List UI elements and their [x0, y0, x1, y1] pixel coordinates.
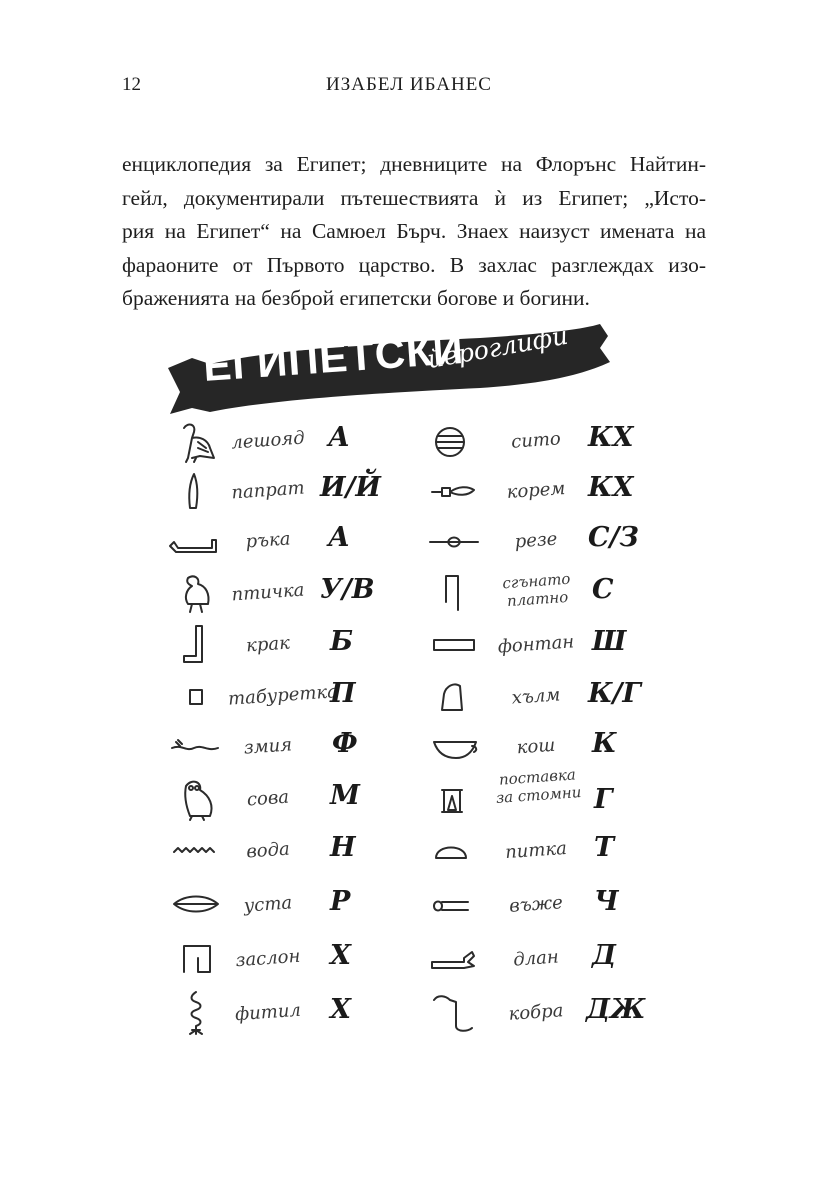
letter-label: Х [330, 940, 351, 971]
word-label: кобра [507, 1000, 565, 1025]
hieroglyph-table [160, 410, 660, 1050]
hieroglyph-row [160, 828, 400, 878]
word-label: резе [513, 528, 559, 553]
hieroglyph-row [428, 518, 660, 568]
cobra-icon [428, 990, 482, 1036]
foot-icon [170, 622, 224, 668]
letter-label: Р [330, 886, 351, 917]
letter-label: ДЖ [586, 994, 646, 1025]
letter-label: Т [594, 832, 615, 863]
letter-label: Ш [592, 626, 627, 657]
pool-icon [428, 622, 482, 668]
running-title: ИЗАБЕЛ ИБАНЕС [326, 74, 492, 95]
placenta-icon [428, 418, 482, 464]
bolt-icon [428, 518, 482, 564]
hieroglyph-row [160, 468, 400, 518]
hieroglyph-row [428, 936, 660, 986]
letter-label: А [328, 422, 350, 453]
arm-icon [166, 518, 220, 564]
bread-loaf-icon [428, 828, 482, 874]
word-label: папрат [230, 477, 306, 504]
hieroglyph-row [428, 418, 660, 468]
word-label: хълм [511, 684, 561, 709]
vulture-icon [170, 418, 224, 464]
letter-label: Ф [332, 728, 358, 759]
letter-label: А [328, 522, 350, 553]
horned-viper-icon [168, 724, 222, 770]
letter-label: К [592, 728, 617, 759]
hieroglyph-row [160, 990, 400, 1040]
letter-label: П [330, 678, 356, 709]
letter-label: Ч [594, 886, 619, 917]
hieroglyph-row [160, 724, 400, 774]
stool-icon [170, 674, 224, 720]
letter-label: С [592, 574, 614, 605]
hieroglyph-row [428, 674, 660, 724]
word-label: фитил [234, 999, 302, 1026]
word-label: фонтан [497, 631, 575, 658]
body-line: енциклопедия за Египет; дневниците на Флорънс Найтин- [122, 152, 706, 176]
word-label: корем [505, 477, 567, 504]
twisted-flax-icon [170, 990, 224, 1036]
page-number: 12 [122, 74, 141, 95]
mouth-icon [170, 882, 224, 928]
reed-shelter-icon [170, 936, 224, 982]
word-label: питка [504, 837, 568, 864]
hieroglyph-row [428, 468, 660, 518]
belly-icon [428, 468, 482, 514]
quail-chick-icon [170, 570, 224, 616]
letter-label: Б [330, 626, 354, 657]
word-label: змия [243, 734, 293, 759]
letter-label: Х [330, 994, 351, 1025]
letter-label: М [330, 780, 360, 811]
word-label: лешояд [230, 427, 306, 454]
letter-label: КХ [588, 472, 634, 503]
hieroglyph-row [160, 622, 400, 672]
word-label: поставка за стомни [495, 765, 582, 807]
word-label: ръка [244, 528, 292, 553]
hieroglyph-row [160, 882, 400, 932]
owl-icon [170, 776, 224, 822]
hieroglyph-row [428, 622, 660, 672]
hieroglyph-row [160, 418, 400, 468]
reed-leaf-icon [170, 468, 224, 514]
basket-icon [428, 724, 482, 770]
hill-icon [428, 674, 482, 720]
hieroglyph-row [428, 570, 660, 620]
letter-label: Г [594, 784, 613, 815]
body-line: браженията на безброй египетски богове и богини. [122, 286, 590, 311]
jar-stand-icon [428, 780, 482, 826]
tether-rope-icon [428, 882, 482, 928]
folded-cloth-icon [428, 570, 482, 616]
body-paragraph [122, 148, 706, 316]
hieroglyph-row [428, 765, 660, 826]
banner-subtitle: йероглифи [424, 320, 571, 374]
letter-label: С/З [588, 522, 639, 553]
hieroglyph-row [160, 936, 400, 986]
hieroglyph-row [160, 570, 400, 620]
word-label: табуретка [227, 681, 339, 710]
word-label: вода [245, 838, 291, 863]
letter-label: Н [330, 832, 356, 863]
water-icon [170, 828, 224, 874]
banner-title: ЕГИПЕТСКИ [201, 324, 466, 391]
body-line: фараоните от Първото царство. В захлас разглеждах изо- [122, 252, 706, 277]
word-label: въже [508, 892, 564, 917]
hieroglyph-row [160, 674, 400, 724]
hieroglyph-row [428, 882, 660, 932]
word-label: длан [512, 946, 560, 971]
word-label: птичка [230, 579, 306, 606]
word-label: крак [245, 632, 291, 657]
letter-label: У/В [320, 574, 375, 605]
hand-icon [428, 936, 482, 982]
letter-label: К/Г [588, 678, 642, 709]
word-label: заслон [234, 945, 302, 972]
letter-label: И/Й [320, 472, 381, 503]
hieroglyph-row [428, 828, 660, 878]
word-label: сова [246, 786, 290, 811]
word-label: кош [515, 734, 556, 759]
word-label: сгънато платно [501, 569, 571, 611]
hieroglyph-row [428, 990, 660, 1040]
letter-label: Д [592, 940, 617, 971]
hieroglyph-row [160, 518, 400, 568]
hieroglyph-row [160, 776, 400, 826]
word-label: уста [243, 892, 293, 917]
body-line: рия на Египет“ на Самюел Бърч. Знаех наизуст имената на [122, 219, 706, 244]
word-label: сито [510, 428, 562, 453]
body-line: гейл, документирали пътешествията ѝ из Египет; „Исто- [122, 185, 706, 210]
letter-label: КХ [588, 422, 634, 453]
